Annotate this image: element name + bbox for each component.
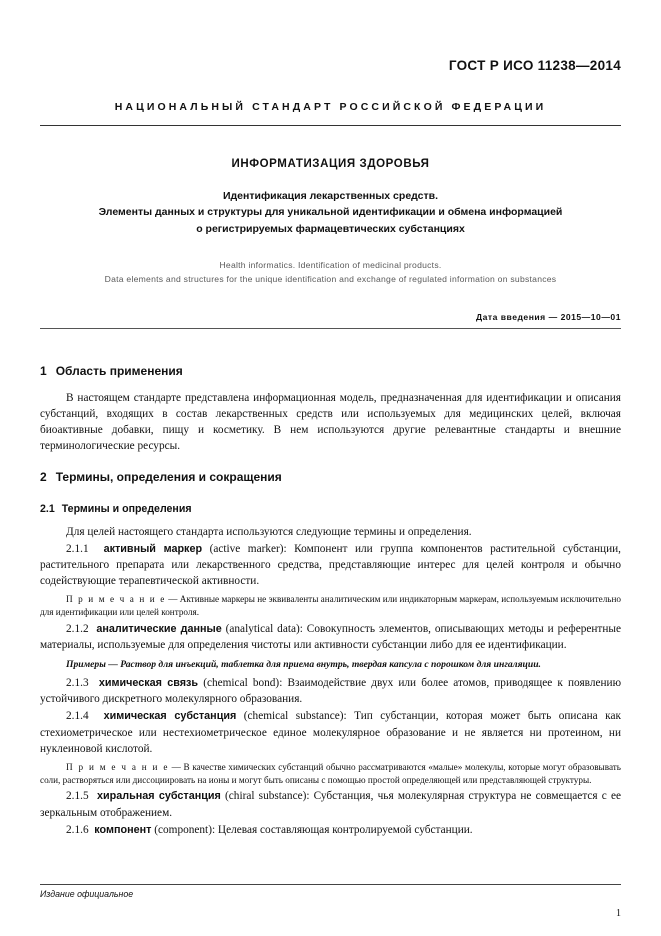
clause-2-1-2-term: аналитические данные <box>96 622 222 635</box>
note-text-2: — В качестве химических субстанций обычно рассматриваются «малые» молекулы, которые могут образовывать соли, растворяться или диссоциировать на ионы и могут быть описаны с помощью простой определяющей или представляющей структуры. <box>40 761 621 785</box>
clause-2-1-1-term: активный маркер <box>103 542 203 555</box>
subtitle-line-1: Идентификация лекарственных средств. <box>222 190 439 202</box>
clause-2-1-6-term: компонент <box>94 823 152 836</box>
clause-2-1-5-english: (chiral substance) <box>225 790 307 803</box>
clause-2-1-2 <box>40 621 621 653</box>
title-divider <box>40 328 621 329</box>
page-content <box>40 0 621 839</box>
clause-2-1-3-text: : Взаимодействие двух или более атомов, приводящее к появлению устойчивого дискретного молекулярного образования. <box>40 676 622 706</box>
clause-2-1-2-number: 2.1.2 <box>66 622 89 635</box>
subtitle-line-3: о регистрируемых фармацевтических субстанциях <box>196 222 465 235</box>
clause-2-1-6-number: 2.1.6 <box>66 823 89 836</box>
section-1-heading <box>40 363 621 380</box>
national-standard-header: НАЦИОНАЛЬНЫЙ СТАНДАРТ РОССИЙСКОЙ ФЕДЕРАЦИИ <box>114 101 547 113</box>
clause-2-1-1-text: : Компонент или группа компонентов растительной субстанции, растительного препарата или лекарственного средства, представляющие интерес для целей контроля и обычно содействующие терапевтической активности. <box>40 542 621 587</box>
subtitle-line-2: Элементы данных и структуры для уникальной идентификации и обмена информацией <box>98 206 563 219</box>
section-1-number: 1 <box>40 364 47 379</box>
section-1-title: Область применения <box>55 364 183 379</box>
clause-2-1-5 <box>40 788 621 820</box>
document-body <box>40 349 621 838</box>
subsection-2-1-title: Термины и определения <box>61 503 192 516</box>
clause-2-1-3-english: (chemical bond) <box>203 676 280 689</box>
date-of-introduction: Дата введения — 2015—10—01 <box>475 312 621 323</box>
section-1-paragraph: В настоящем стандарте представлена информационная модель, предназначенная для идентификации и описания субстанций, входящих в состав лекарственных средств или используемых для медицинских целей, включая биоактивные добавки, пищу и косметику. В нем используются другие релевантные стандарты и внешние терминологические ресурсы. <box>40 392 621 453</box>
clause-2-1-5-term: хиральная субстанция <box>96 790 221 803</box>
clause-2-1-5-text: : Субстанция, чья молекулярная структура не совмещается с ее зеркальным отображением. <box>40 790 622 819</box>
page-number: 1 <box>616 908 621 919</box>
clause-2-1-2-english: (analytical data) <box>225 622 300 635</box>
english-line-1: Health informatics. Identification of medicinal products. <box>219 259 442 270</box>
clause-2-1-3 <box>40 675 621 707</box>
english-line-2: Data elements and structures for the unique identification and exchange of regulated information on substances <box>104 273 557 284</box>
document-title: ИНФОРМАТИЗАЦИЯ ЗДОРОВЬЯ <box>231 158 430 170</box>
clause-2-1-4-english: (chemical substance) <box>243 710 344 723</box>
clause-2-1-4 <box>40 708 621 756</box>
title-block <box>40 158 621 286</box>
clause-2-1-3-number: 2.1.3 <box>66 676 89 689</box>
clause-2-1-4-term: химическая субстанция <box>103 710 237 723</box>
clause-2-1-1-note <box>40 593 621 619</box>
section-2-number: 2 <box>40 470 47 485</box>
clause-2-1-1-english: (active marker) <box>209 542 284 555</box>
subsection-2-1-heading <box>40 502 621 517</box>
clause-2-1-3-term: химическая связь <box>98 676 199 689</box>
standard-code: ГОСТ Р ИСО 11238—2014 <box>448 58 621 73</box>
clause-2-1-1 <box>40 541 621 589</box>
clause-2-1-4-note <box>40 761 621 787</box>
section-2-heading <box>40 469 621 486</box>
clause-2-1-5-number: 2.1.5 <box>66 790 89 803</box>
document-subtitle <box>40 188 621 237</box>
note-label-2: П р и м е ч а н и е <box>66 761 170 772</box>
section-2-title: Термины, определения и сокращения <box>55 470 282 485</box>
clause-2-1-4-text: : Тип субстанции, которая может быть описана как стехиометрическое или нестехиометрическое единое молекулярное образование и не является ни протеином, ни нуклеиновой кислотой. <box>40 710 621 755</box>
clause-2-1-2-text: : Совокупность элементов, описывающих методы и референтные материалы, используемые для определения чистоты или активности субстанции либо для ее идентификации. <box>40 622 622 652</box>
note-label-1: П р и м е ч а н и е <box>66 593 166 604</box>
subsection-2-1-intro: Для целей настоящего стандарта используются следующие термины и определения. <box>66 525 472 538</box>
clause-2-1-6-text: : Целевая составляющая контролируемой субстанции. <box>211 823 473 836</box>
subsection-2-1-number: 2.1 <box>40 503 55 516</box>
clause-2-1-1-number: 2.1.1 <box>66 542 89 555</box>
footer-divider <box>40 884 621 885</box>
header-divider <box>40 125 621 126</box>
clause-2-1-4-number: 2.1.4 <box>66 710 89 723</box>
clause-2-1-6 <box>40 822 621 838</box>
note-text-1: — Активные маркеры не эквиваленты аналитическим или индикаторным маркерам, используемым исключительно для идентификации или целей контроля. <box>40 593 621 617</box>
official-edition-note: Издание официальное <box>40 889 134 899</box>
clause-2-1-6-english: (component) <box>154 823 212 836</box>
clause-2-1-2-examples: Примеры — Раствор для инъекций, таблетка для приема внутрь, твердая капсула с порошком для ингаляции. <box>66 659 541 671</box>
english-title <box>40 259 621 287</box>
